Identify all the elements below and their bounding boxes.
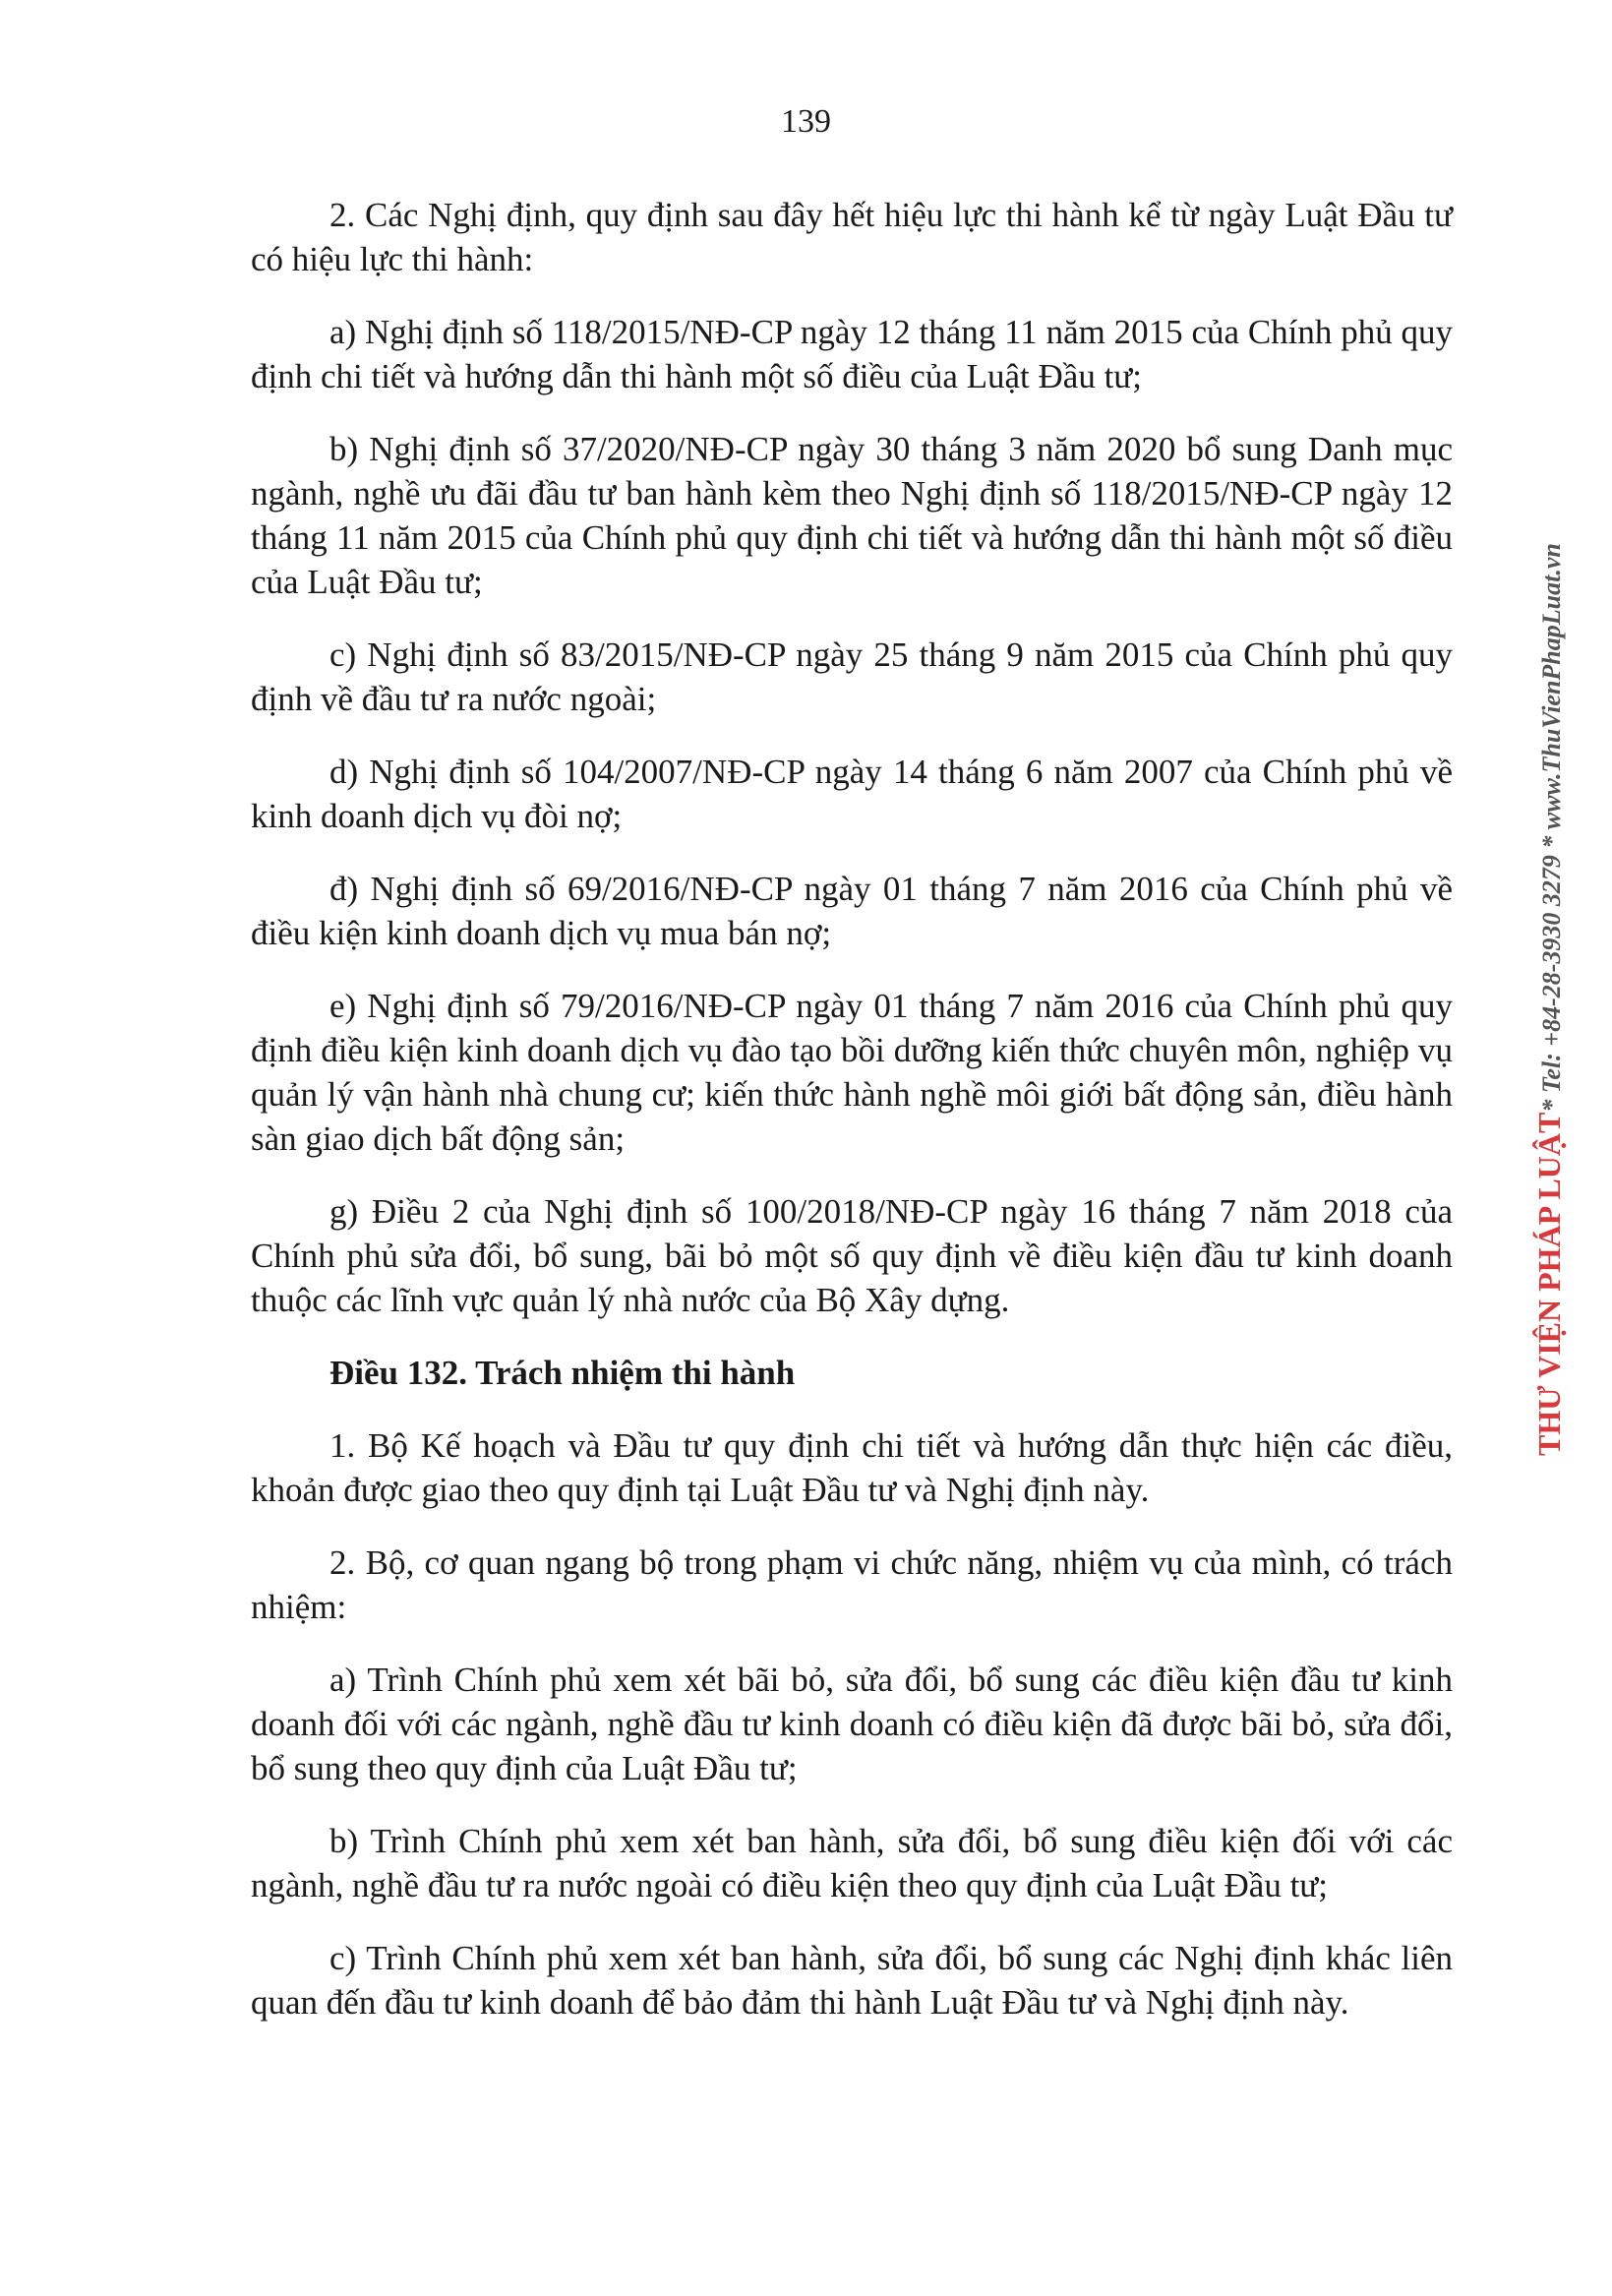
page-number: 139 (781, 103, 831, 140)
paragraph-clause-2: 2. Các Nghị định, quy định sau đây hết hiệu lực thi hành kể từ ngày Luật Đầu tư có hiệu lực thi hành: (251, 196, 1453, 278)
paragraph-item-c: c) Nghị định số 83/2015/NĐ-CP ngày 25 tháng 9 năm 2015 của Chính phủ quy định về đầu tư ra nước ngoài; (251, 635, 1453, 718)
paragraph-item-d: d) Nghị định số 104/2007/NĐ-CP ngày 14 tháng 6 năm 2007 của Chính phủ về kinh doanh dịch vụ đòi nợ; (251, 753, 1453, 835)
paragraph-item-dd: đ) Nghị định số 69/2016/NĐ-CP ngày 01 tháng 7 năm 2016 của Chính phủ về điều kiện kinh doanh dịch vụ mua bán nợ; (251, 870, 1453, 952)
watermark-brand: THƯ VIỆN PHÁP LUẬT (1531, 1112, 1567, 1456)
paragraph-item-b: b) Nghị định số 37/2020/NĐ-CP ngày 30 tháng 3 năm 2020 bổ sung Danh mục ngành, nghề ưu đãi đầu tư ban hành kèm theo Nghị định số 118/2015/NĐ-CP ngày 12 tháng 11 năm 2015 của Chính phủ quy định chi tiết và hướng dẫn thi hành một số điều của Luật Đầu tư; (251, 430, 1453, 601)
article-clause-2: 2. Bộ, cơ quan ngang bộ trong phạm vi chức năng, nhiệm vụ của mình, có trách nhiệm: (251, 1543, 1453, 1626)
document-body (251, 193, 1453, 2053)
paragraph-item-g: g) Điều 2 của Nghị định số 100/2018/NĐ-CP ngày 16 tháng 7 năm 2018 của Chính phủ sửa đổi, bổ sung, bãi bỏ một số quy định về điều kiện đầu tư kinh doanh thuộc các lĩnh vực quản lý nhà nước của Bộ Xây dựng. (251, 1192, 1453, 1319)
article-item-b: b) Trình Chính phủ xem xét ban hành, sửa đổi, bổ sung điều kiện đối với các ngành, nghề đầu tư ra nước ngoài có điều kiện theo quy định của Luật Đầu tư; (251, 1822, 1453, 1904)
side-watermark (1532, 492, 1566, 1456)
paragraph-item-e: e) Nghị định số 79/2016/NĐ-CP ngày 01 tháng 7 năm 2016 của Chính phủ quy định điều kiện kinh doanh dịch vụ đào tạo bồi dưỡng kiến thức chuyên môn, nghiệp vụ quản lý vận hành nhà chung cư; kiến thức hành nghề môi giới bất động sản, điều hành sàn giao dịch bất động sản; (251, 987, 1453, 1158)
article-clause-1: 1. Bộ Kế hoạch và Đầu tư quy định chi tiết và hướng dẫn thực hiện các điều, khoản được giao theo quy định tại Luật Đầu tư và Nghị định này. (251, 1426, 1453, 1509)
watermark-contact: * Tel: +84-28-3930 3279 * www.ThuVienPhapLuat.vn (1537, 543, 1566, 1113)
paragraph-item-a: a) Nghị định số 118/2015/NĐ-CP ngày 12 tháng 11 năm 2015 của Chính phủ quy định chi tiết và hướng dẫn thi hành một số điều của Luật Đầu tư; (251, 313, 1453, 395)
article-item-c: c) Trình Chính phủ xem xét ban hành, sửa đổi, bổ sung các Nghị định khác liên quan đến đầu tư kinh doanh để bảo đảm thi hành Luật Đầu tư và Nghị định này. (251, 1939, 1453, 2022)
article-heading: Điều 132. Trách nhiệm thi hành (329, 1354, 796, 1392)
article-item-a: a) Trình Chính phủ xem xét bãi bỏ, sửa đổi, bổ sung các điều kiện đầu tư kinh doanh đối với các ngành, nghề đầu tư kinh doanh có điều kiện đã được bãi bỏ, sửa đổi, bổ sung theo quy định của Luật Đầu tư; (251, 1661, 1453, 1787)
